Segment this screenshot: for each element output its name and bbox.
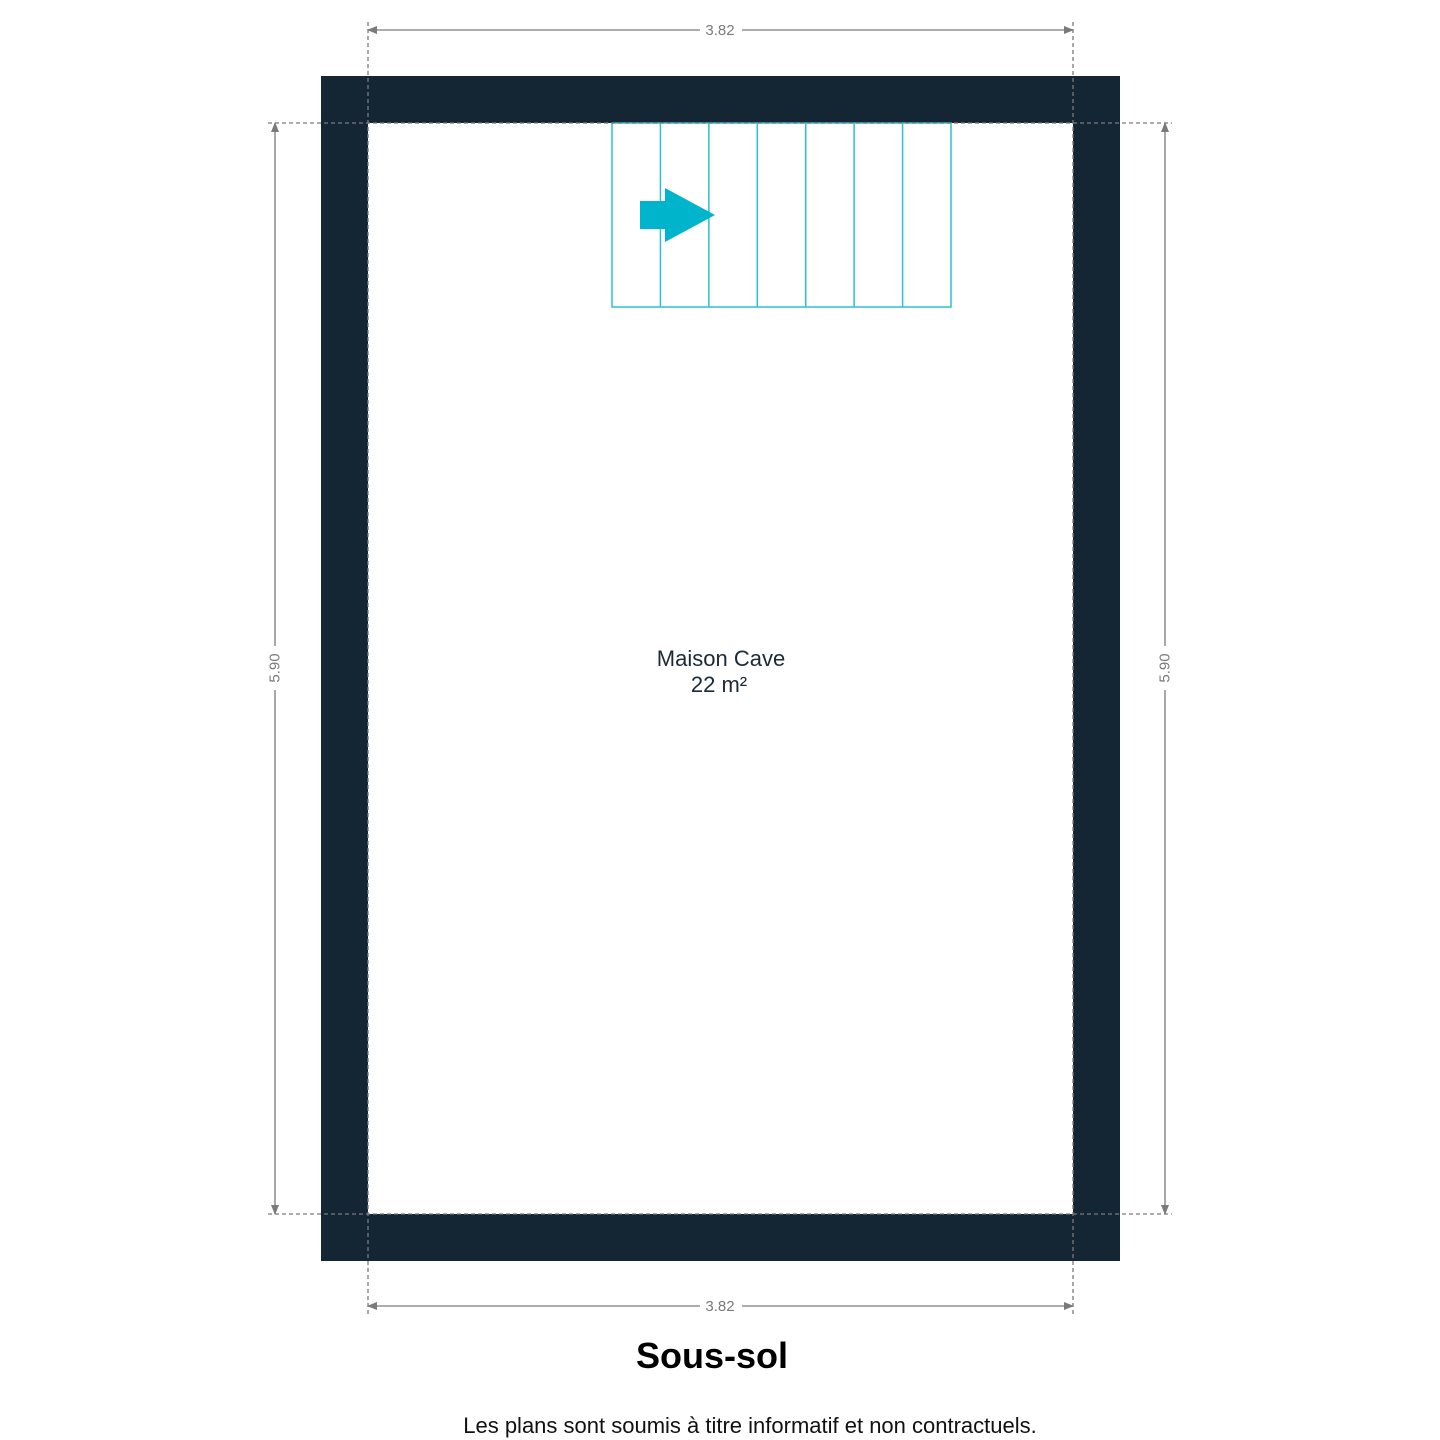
room-name: Maison Cave [656,646,786,671]
floor-title: Sous-sol [635,1335,789,1376]
dimension-bottom-label: 3.82 [705,1298,735,1315]
room-area: 22 m² [690,672,748,697]
wall-left [321,76,368,1261]
disclaimer-text: Les plans sont soumis à titre informatif et non contractuels. [463,1413,1037,1438]
dimension-top-label: 3.82 [705,22,735,39]
wall-right [1073,76,1120,1261]
stair-direction-arrow-icon [640,188,715,242]
wall-top [321,76,1120,123]
dimension-right-label: 5.90 [1156,653,1174,683]
dimension-left-label: 5.90 [266,653,284,683]
wall-bottom [321,1214,1120,1261]
